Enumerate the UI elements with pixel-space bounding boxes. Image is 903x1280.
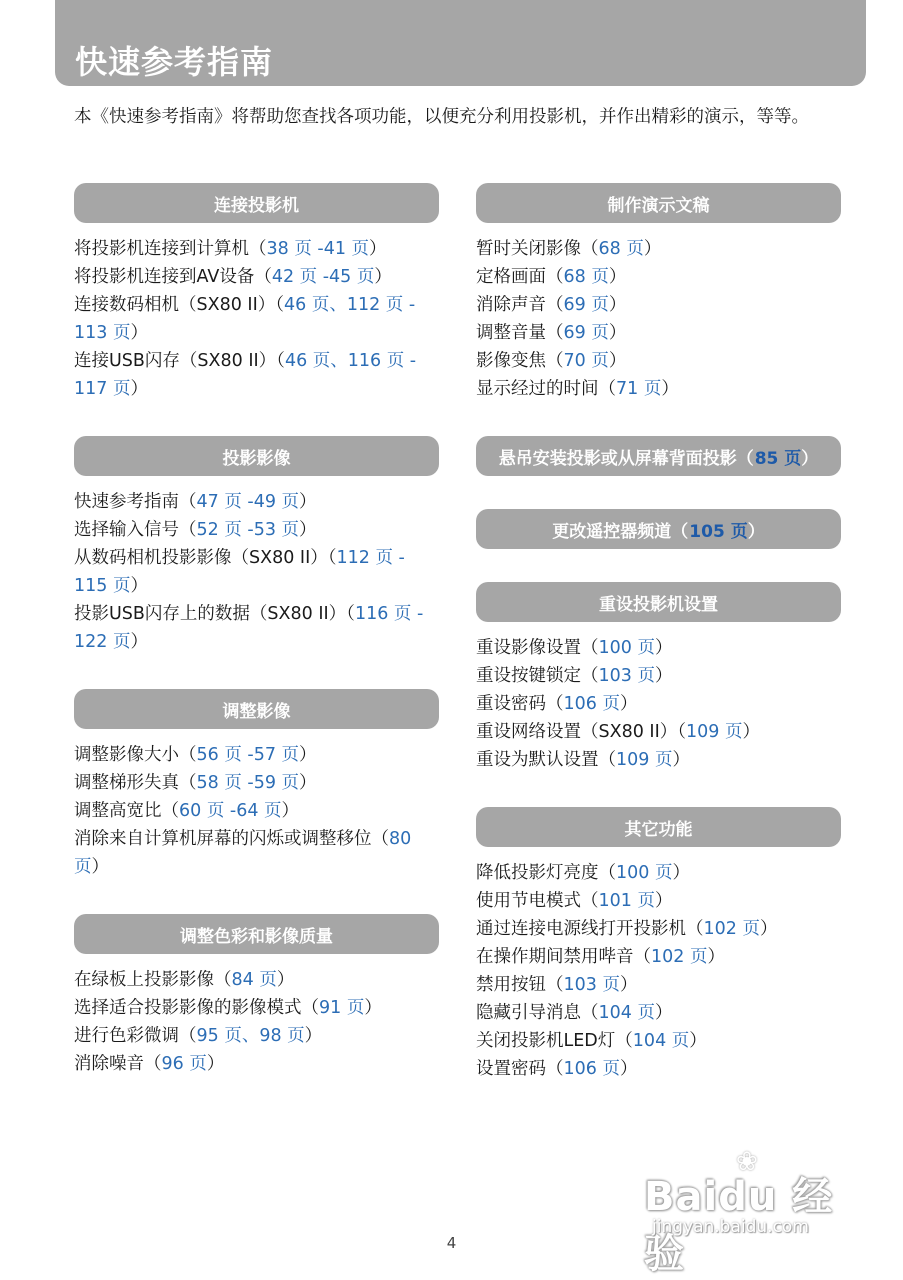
- item-text: 降低投影灯亮度（: [476, 863, 616, 883]
- page-ref-link[interactable]: 104 页: [632, 1031, 690, 1051]
- item-text: 重设按键锁定（: [476, 666, 599, 686]
- bracket-close: ）: [654, 891, 673, 911]
- bracket-close: ）: [654, 666, 673, 686]
- page-ref-link[interactable]: 100 页: [616, 863, 673, 883]
- bracket-close: ）: [281, 801, 300, 821]
- page-ref-link[interactable]: 95 页、98 页: [196, 1026, 305, 1046]
- bracket-close: ）: [619, 1059, 638, 1079]
- bracket-close: ）: [608, 351, 627, 371]
- list-item: [476, 1027, 841, 1055]
- item-text: 调整影像大小（: [74, 745, 197, 765]
- bracket-close: ）: [276, 970, 295, 990]
- bracket-close: ）: [91, 857, 109, 877]
- page-ref-link[interactable]: 52 页 -53 页: [196, 520, 300, 540]
- left-column: [74, 183, 439, 1111]
- item-text: 选择输入信号（: [74, 520, 197, 540]
- page-ref-link[interactable]: 80 页: [74, 829, 412, 877]
- right-column: [476, 183, 841, 1116]
- item-text: 设置密码（: [476, 1059, 564, 1079]
- section-heading: [476, 509, 841, 549]
- list-item: [74, 347, 439, 403]
- list-item: [476, 915, 841, 943]
- bracket-close: ）: [643, 239, 662, 259]
- item-text: 调整高宽比（: [74, 801, 179, 821]
- bracket-close: ）: [364, 998, 382, 1018]
- item-text: 重设网络设置（SX80 II）（: [476, 722, 686, 742]
- page-ref-link[interactable]: 60 页 -64 页: [179, 801, 282, 821]
- list-item: [476, 319, 841, 347]
- section-heading-text: 更改遥控器频道（: [552, 521, 689, 542]
- item-text: 将投影机连接到AV设备（: [74, 267, 272, 287]
- list-item: [74, 769, 439, 797]
- section: [74, 689, 439, 881]
- list-item: [476, 690, 841, 718]
- item-text: 定格画面（: [476, 267, 564, 287]
- list-item: [476, 971, 841, 999]
- page-title: 快速参考指南: [75, 43, 274, 81]
- section-heading-text: 重设投影机设置: [599, 594, 718, 615]
- page-ref-link[interactable]: 68 页: [598, 239, 644, 259]
- section: [476, 807, 841, 1083]
- bracket-close: ）: [619, 694, 638, 714]
- page-ref-link[interactable]: 102 页: [703, 919, 760, 939]
- list-item: [476, 263, 841, 291]
- bracket-close: ）: [299, 773, 317, 793]
- item-text: 消除噪音（: [74, 1054, 162, 1074]
- item-text: 通过连接电源线打开投影机（: [476, 919, 704, 939]
- list-item: [476, 347, 841, 375]
- page-ref-link[interactable]: 42 页 -45 页: [271, 267, 375, 287]
- section-heading-text: 连接投影机: [214, 195, 299, 216]
- section-heading: [476, 807, 841, 847]
- section-heading: [476, 436, 841, 476]
- list-item: [74, 966, 439, 994]
- item-text: 进行色彩微调（: [74, 1026, 197, 1046]
- list-item: [476, 634, 841, 662]
- list-item: [74, 994, 439, 1022]
- bracket-close: ）: [608, 323, 627, 343]
- page-ref-link[interactable]: 109 页: [616, 750, 673, 770]
- section-heading-text: 其它功能: [624, 819, 693, 840]
- section-heading-text: 投影影像: [222, 448, 291, 469]
- section: [74, 183, 439, 403]
- section: [476, 509, 841, 549]
- bracket-close: ）: [672, 863, 690, 883]
- bracket-close: ）: [654, 1003, 673, 1023]
- page-ref-link[interactable]: 85 页: [754, 448, 802, 469]
- item-text: 在操作期间禁用哔音（: [476, 947, 651, 967]
- list-item: [476, 291, 841, 319]
- page-ref-link[interactable]: 103 页: [598, 666, 655, 686]
- item-list: [476, 859, 841, 1083]
- section-heading: [74, 183, 439, 223]
- item-text: 从数码相机投影影像（SX80 II）（: [74, 548, 337, 568]
- item-text: 重设为默认设置（: [476, 750, 616, 770]
- item-text: 重设影像设置（: [476, 638, 599, 658]
- item-text: 调整音量（: [476, 323, 564, 343]
- page-number: 4: [446, 1234, 457, 1252]
- bracket-close: ）: [747, 521, 765, 542]
- list-item: [74, 797, 439, 825]
- item-text: 将投影机连接到计算机（: [74, 239, 267, 259]
- item-list: [74, 488, 439, 656]
- page-ref-link[interactable]: 106 页: [563, 1059, 620, 1079]
- bracket-close: ）: [299, 492, 317, 512]
- list-item: [476, 375, 841, 403]
- section-heading: [476, 183, 841, 223]
- list-item: [476, 943, 841, 971]
- bracket-close: ）: [742, 722, 760, 742]
- paw-icon: ❀: [736, 1147, 758, 1177]
- bracket-close: ）: [304, 1026, 323, 1046]
- bracket-close: ）: [801, 448, 819, 469]
- bracket-close: ）: [654, 638, 673, 658]
- item-text: 显示经过的时间（: [476, 379, 616, 399]
- bracket-close: ）: [299, 745, 317, 765]
- page-ref-link[interactable]: 91 页: [319, 998, 365, 1018]
- item-list: [74, 741, 439, 881]
- page-ref-link[interactable]: 58 页 -59 页: [196, 773, 300, 793]
- bracket-close: ）: [707, 947, 725, 967]
- list-item: [74, 263, 439, 291]
- item-text: 影像变焦（: [476, 351, 564, 371]
- page-ref-link[interactable]: 70 页: [563, 351, 609, 371]
- bracket-close: ）: [206, 1054, 225, 1074]
- section-heading-text: 调整影像: [222, 701, 291, 722]
- item-list: [74, 235, 439, 403]
- page-ref-link[interactable]: 46 页、116 页 - 117 页: [74, 351, 417, 399]
- bracket-close: ）: [130, 632, 148, 652]
- bracket-close: ）: [608, 295, 627, 315]
- page-ref-link[interactable]: 68 页: [563, 267, 609, 287]
- page-ref-link[interactable]: 105 页: [689, 521, 748, 542]
- page-ref-link[interactable]: 71 页: [616, 379, 662, 399]
- bracket-close: ）: [661, 379, 679, 399]
- item-text: 投影USB闪存上的数据（SX80 II）（: [74, 604, 355, 624]
- section-heading: [476, 582, 841, 622]
- bracket-close: ）: [619, 975, 638, 995]
- bracket-close: ）: [130, 576, 148, 596]
- bracket-close: ）: [608, 267, 627, 287]
- item-list: [476, 235, 841, 403]
- item-text: 连接USB闪存（SX80 II）（: [74, 351, 285, 371]
- bracket-close: ）: [130, 379, 148, 399]
- section: [476, 183, 841, 403]
- watermark-logo: Baidu 经验: [644, 1174, 834, 1277]
- page-ref-link[interactable]: 103 页: [563, 975, 620, 995]
- list-item: [74, 516, 439, 544]
- page-ref-link[interactable]: 96 页: [161, 1054, 207, 1074]
- page-ref-link[interactable]: 112 页 - 115 页: [74, 548, 405, 596]
- bracket-close: ）: [672, 750, 690, 770]
- item-text: 选择适合投影影像的影像模式（: [74, 998, 319, 1018]
- section-heading-text: 制作演示文稿: [607, 195, 710, 216]
- page-ref-link[interactable]: 102 页: [651, 947, 708, 967]
- item-text: 消除来自计算机屏幕的闪烁或调整移位（: [74, 829, 389, 849]
- list-item: [74, 544, 439, 600]
- page-ref-link[interactable]: 47 页 -49 页: [196, 492, 300, 512]
- item-text: 消除声音（: [476, 295, 564, 315]
- section: [74, 436, 439, 656]
- section-heading-text: 悬吊安装投影或从屏幕背面投影（: [498, 448, 754, 469]
- baidu-watermark: [644, 1147, 849, 1277]
- list-item: [74, 741, 439, 769]
- item-text: 连接数码相机（SX80 II）（: [74, 295, 284, 315]
- bracket-close: ）: [374, 267, 392, 287]
- page-ref-link[interactable]: 116 页 - 122 页: [74, 604, 424, 652]
- item-text: 禁用按钮（: [476, 975, 564, 995]
- item-text: 快速参考指南（: [74, 492, 197, 512]
- page-ref-link[interactable]: 84 页: [231, 970, 277, 990]
- section: [476, 436, 841, 476]
- page-ref-link[interactable]: 46 页、112 页 - 113 页: [74, 295, 416, 343]
- list-item: [74, 235, 439, 263]
- list-item: [476, 235, 841, 263]
- bracket-close: ）: [689, 1031, 707, 1051]
- bracket-close: ）: [759, 919, 778, 939]
- list-item: [476, 746, 841, 774]
- page-ref-link[interactable]: 104 页: [598, 1003, 655, 1023]
- list-item: [476, 859, 841, 887]
- item-text: 在绿板上投影影像（: [74, 970, 232, 990]
- section: [74, 914, 439, 1078]
- item-list: [476, 634, 841, 774]
- section: [476, 582, 841, 774]
- bracket-close: ）: [130, 323, 148, 343]
- list-item: [476, 662, 841, 690]
- page-ref-link[interactable]: 38 页 -41 页: [266, 239, 370, 259]
- item-text: 重设密码（: [476, 694, 564, 714]
- list-item: [74, 600, 439, 656]
- page-ref-link[interactable]: 69 页: [563, 295, 609, 315]
- list-item: [74, 291, 439, 347]
- page-ref-link[interactable]: 100 页: [598, 638, 655, 658]
- list-item: [476, 887, 841, 915]
- section-heading: [74, 689, 439, 729]
- intro-paragraph: 本《快速参考指南》将帮助您查找各项功能，以便充分利用投影机，并作出精彩的演示，等等。: [74, 107, 809, 127]
- watermark-url: jingyan.baidu.com: [652, 1217, 809, 1237]
- item-text: 暂时关闭影像（: [476, 239, 599, 259]
- page-ref-link[interactable]: 106 页: [563, 694, 620, 714]
- item-text: 使用节电模式（: [476, 891, 599, 911]
- section-heading: [74, 436, 439, 476]
- list-item: [74, 1022, 439, 1050]
- title-bar: [55, 0, 866, 86]
- item-text: 调整梯形失真（: [74, 773, 197, 793]
- page-ref-link[interactable]: 101 页: [598, 891, 655, 911]
- section-heading: [74, 914, 439, 954]
- bracket-close: ）: [369, 239, 387, 259]
- item-text: 关闭投影机LED灯（: [476, 1031, 633, 1051]
- list-item: [74, 488, 439, 516]
- item-text: 隐藏引导消息（: [476, 1003, 599, 1023]
- list-item: [476, 718, 841, 746]
- list-item: [74, 825, 439, 881]
- page-ref-link[interactable]: 109 页: [686, 722, 743, 742]
- list-item: [476, 1055, 841, 1083]
- list-item: [476, 999, 841, 1027]
- list-item: [74, 1050, 439, 1078]
- item-list: [74, 966, 439, 1078]
- page-ref-link[interactable]: 56 页 -57 页: [196, 745, 300, 765]
- bracket-close: ）: [299, 520, 317, 540]
- section-heading-text: 调整色彩和影像质量: [180, 926, 333, 947]
- page-ref-link[interactable]: 69 页: [563, 323, 609, 343]
